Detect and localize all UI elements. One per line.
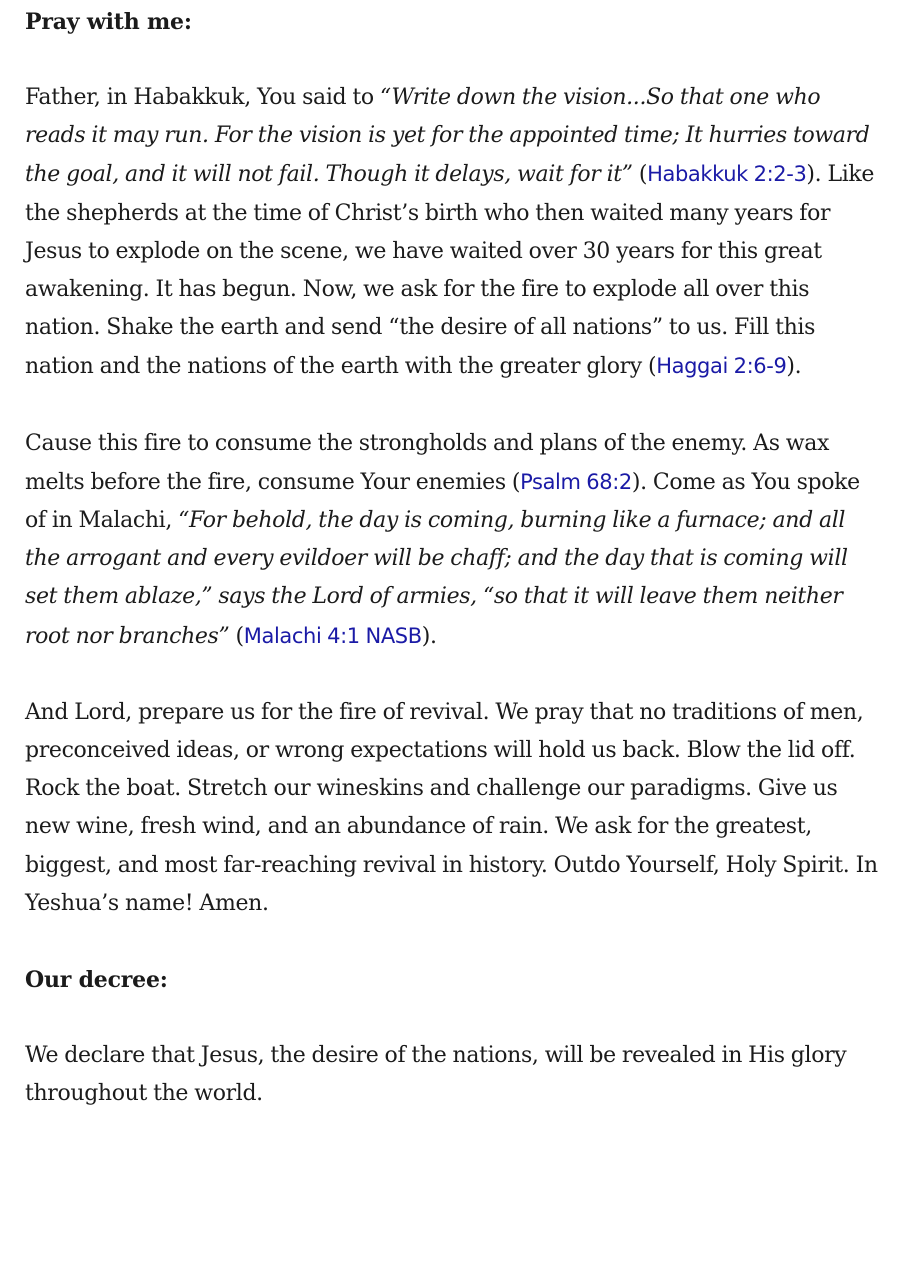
spacer xyxy=(25,387,879,425)
spacer xyxy=(25,923,879,961)
prayer-paragraph-1 xyxy=(25,79,879,387)
text-segment: Father, in Habakkuk, You said to xyxy=(25,85,380,110)
text-segment: Cause this fire to consume the strongholds and plans of the enemy. As wax melts before the fire, consume Your enemies ( xyxy=(25,430,830,495)
text-segment: ( xyxy=(632,162,648,188)
spacer xyxy=(25,41,879,79)
scripture-link-malachi[interactable]: Malachi 4:1 NASB xyxy=(243,623,422,648)
scripture-link-habakkuk[interactable]: Habakkuk 2:2-3 xyxy=(647,162,807,187)
text-segment: ( xyxy=(229,623,244,649)
decree-paragraph: We declare that Jesus, the desire of the nations, will be revealed in His glory throughout the world. xyxy=(25,1043,847,1107)
spacer xyxy=(25,656,879,694)
scripture-link-haggai[interactable]: Haggai 2:6-9 xyxy=(656,354,787,379)
scripture-quote: “For behold, the day is coming, burning like a furnace; and all the arrogant and every evildoer will be chaff; and the day that is coming will set them ablaze,” says the Lord of armies, “so that it will leave them neither root nor branches” xyxy=(25,508,848,649)
text-segment: ). xyxy=(421,623,437,649)
decree-heading: Our decree: xyxy=(25,967,168,994)
pray-heading: Pray with me: xyxy=(25,9,192,35)
text-segment: ). Come as You spoke of in Malachi, xyxy=(25,469,860,534)
spacer xyxy=(25,999,879,1037)
scripture-quote: “Write down the vision...So that one who reads it may run. For the vision is yet for the appointed time; It hurries toward the goal, and it will not fail. Though it delays, wait for it” xyxy=(25,85,870,188)
scripture-link-psalm[interactable]: Psalm 68:2 xyxy=(520,469,632,494)
prayer-paragraph-3: And Lord, prepare us for the fire of revival. We pray that no traditions of men, preconceived ideas, or wrong expectations will hold us back. Blow the lid off. Rock the boat. Stretch our wineskins and challenge our paradigms. Give us new wine, fresh wind, and an abundance of rain. We ask for the greatest, biggest, and most far-reaching revival in history. Outdo Yourself, Holy Spirit. In Yeshua’s name! Amen. xyxy=(25,699,878,916)
text-segment: ). Like the shepherds at the time of Christ’s birth who then waited many years for Jesus to explode on the scene, we have waited over 30 years for this great awakening. It has begun. Now, we ask for the fire to explode all over this nation. Shake the earth and send “the desire of all nations” to us. Fill this nation and the nations of the earth with the greater glory ( xyxy=(25,162,875,380)
text-segment: ). xyxy=(786,354,802,380)
prayer-paragraph-2 xyxy=(25,425,879,656)
